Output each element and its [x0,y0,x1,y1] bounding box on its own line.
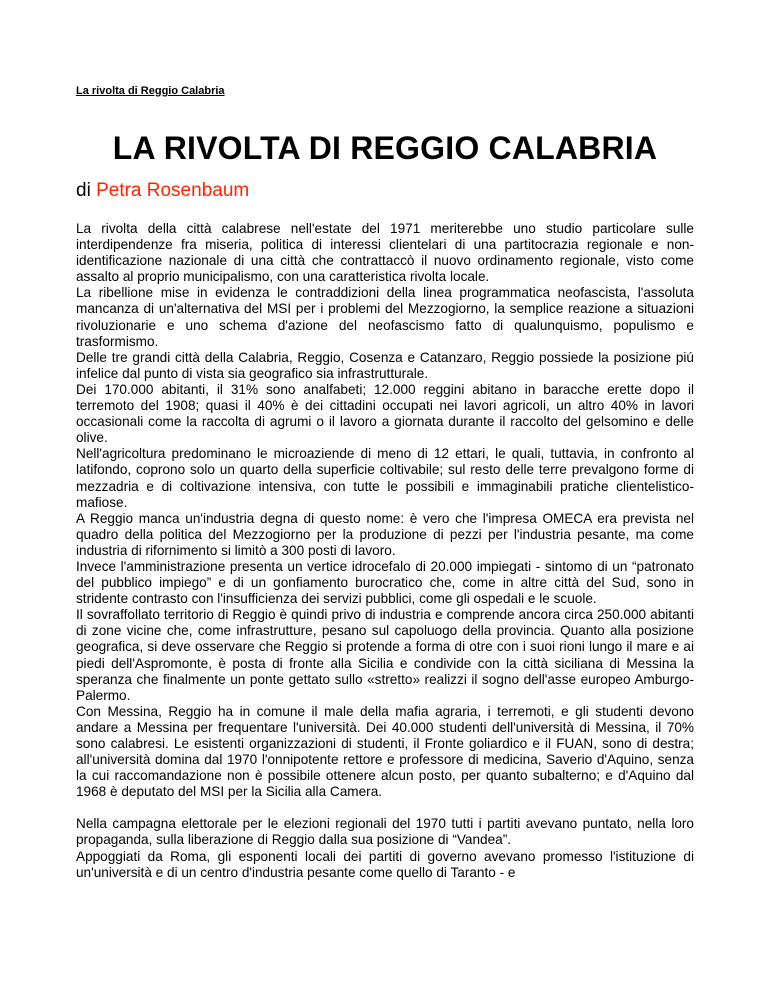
paragraph: Nella campagna elettorale per le elezioni regionali del 1970 tutti i partiti avevano puntato, nella loro propaganda, sulla liberazione di Reggio dalla sua posizione di “Vandea”. [76,816,694,848]
article-body [76,221,694,881]
byline [76,180,249,202]
paragraph: Con Messina, Reggio ha in comune il male della mafia agraria, i terremoti, e gli studenti devono andare a Messina per frequentare l'università. Dei 40.000 studenti dell'università di Messina, il 70% sono calabresi. Le esistenti organizzazioni di studenti, il Fronte goliardico e il FUAN, sono di destra; all'università domina dal 1970 l'onnipotente rettore e professore di medicina, Saverio d'Aquino, senza la cui raccomandazione non è possibile ottenere alcun posto, per quanto subalterno; e d'Aquino dal 1968 è deputato del MSI per la Sicilia alla Camera. [76,703,694,800]
paragraph: La rivolta della città calabrese nell'estate del 1971 meriterebbe uno studio particolare sulle interdipendenze fra miseria, politica di interessi clientelari di una partitocrazia regionale e non-identificazione nazionale di una città che contrattaccò il nuovo ordinamento regionale, visto come assalto al proprio municipalismo, con una caratteristica rivolta locale. [76,221,694,285]
paragraph: La ribellione mise in evidenza le contraddizioni della linea programmatica neofascista, l'assoluta mancanza di un'alternativa del MSI per i problemi del Mezzogiorno, la semplice reazione a situazioni rivoluzionarie e uno schema d'azione del neofascismo fatto di qualunquismo, populismo e trasformismo. [76,285,694,349]
paragraph: A Reggio manca un'industria degna di questo nome: è vero che l'impresa OMECA era prevista nel quadro della politica del Mezzogiorno per la produzione di pezzi per l'industria pesante, ma come industria di rifornimento si limitò a 300 posti di lavoro. [76,510,694,558]
paragraph-break [76,800,694,816]
paragraph: Appoggiati da Roma, gli esponenti locali dei partiti di governo avevano promesso l'istituzione di un'università e di un centro d'industria pesante come quello di Taranto - e [76,848,694,880]
article-title: LA RIVOLTA DI REGGIO CALABRIA [112,130,658,166]
paragraph: Invece l'amministrazione presenta un vertice idrocefalo di 20.000 impiegati - sintomo di un “patronato del pubblico impiego” e di un gonfiamento burocratico che, come in altre città del Sud, sono in stridente contrasto con l'insufficienza dei servizi pubblici, come gli ospedali e le scuole. [76,558,694,607]
header-link[interactable]: La rivolta di Reggio Calabria [76,85,225,97]
paragraph: Dei 170.000 abitanti, il 31% sono analfabeti; 12.000 reggini abitano in baracche erette dopo il terremoto del 1908; quasi il 40% è dei cittadini occupati nei lavori agricoli, un altro 40% in lavori occasionali come la raccolta di agrumi o il lavoro a giornata durante il raccolto del gelsomino e delle olive. [76,381,694,446]
paragraph: Nell'agricoltura predominano le microaziende di meno di 12 ettari, le quali, tuttavia, in confronto al latifondo, coprono solo un quarto della superficie coltivabile; sul resto delle terre prevalgono forme di mezzadria e di coltivazione intensiva, con tutte le possibili e immaginabili pratiche clientelistico-mafiose. [76,446,694,510]
paragraph: Delle tre grandi città della Calabria, Reggio, Cosenza e Catanzaro, Reggio possiede la posizione piú infelice dal punto di vista sia geografico sia infrastrutturale. [76,349,694,381]
byline-prefix: di [76,180,97,201]
paragraph: Il sovraffollato territorio di Reggio è quindi privo di industria e comprende ancora circa 250.000 abitanti di zone vicine che, come infrastrutture, pesano sul capoluogo della provincia. Quanto alla posizione geografica, si deve osservare che Reggio si protende a forma di otre con i suoi rioni lungo il mare e ai piedi dell'Aspromonte, è posta di fronte alla Sicilia e condivide con la città siciliana di Messina la speranza che finalmente un ponte gettato sullo «stretto» realizzi il sogno dell'asse europeo Amburgo-Palermo. [76,607,694,703]
author-name: Petra Rosenbaum [96,180,250,201]
